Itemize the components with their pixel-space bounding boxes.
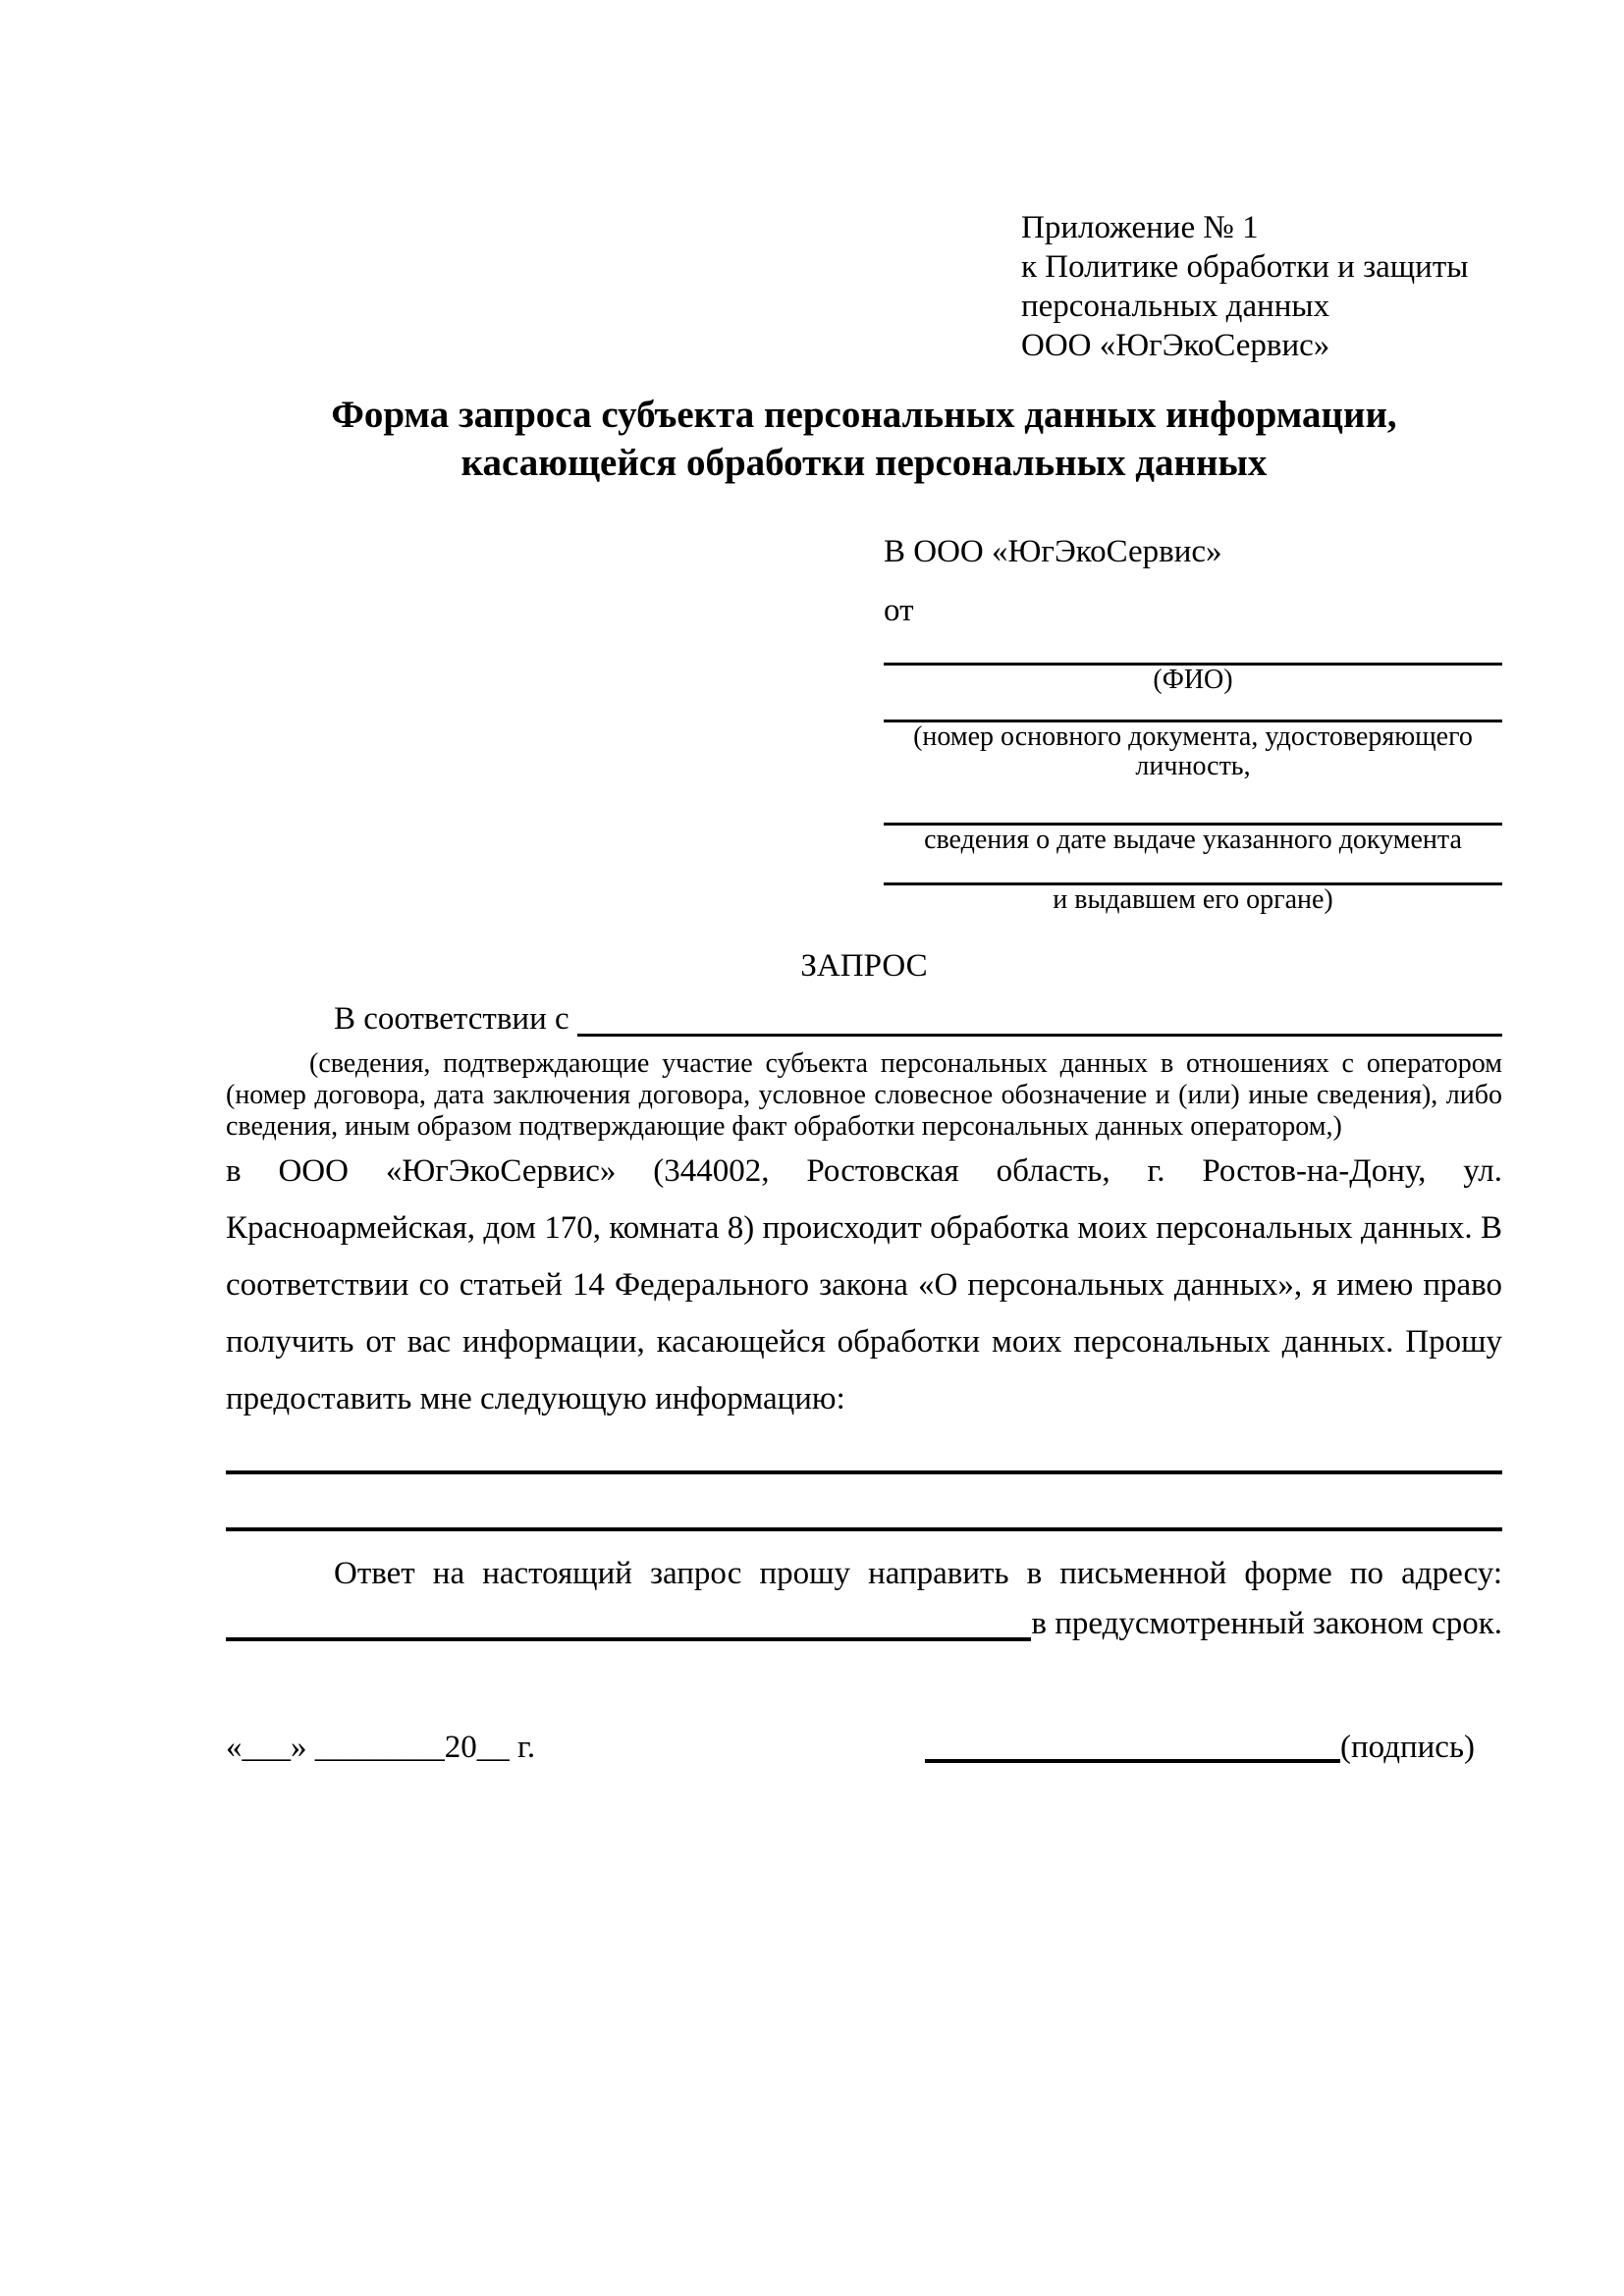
field-issuing-authority xyxy=(884,855,1502,915)
accordance-fill-line xyxy=(577,1034,1502,1037)
body-paragraph: в ООО «ЮгЭкоСервис» (344002, Ростовская область, г. Ростов-на-Дону, ул. Красноармейская, дом 170, комната 8) происходит обработка моих персональных данных. В соответствии со статьей 14 Федерального закона «О персональных данных», я имею право получить от вас информации, касающейся обработки моих персональных данных. Прошу предоставить мне следующую информацию: xyxy=(226,1153,1502,1416)
document-number-fill-line xyxy=(884,695,1502,722)
addressee-from-label: от xyxy=(884,593,914,628)
field-document-number xyxy=(884,695,1502,781)
appendix-block xyxy=(1021,208,1512,365)
issue-date-caption: сведения о дате выдаче указанного документа xyxy=(924,825,1462,855)
answer-term-text: в предусмотренный законом срок. xyxy=(1031,1606,1502,1641)
document-title xyxy=(226,391,1502,487)
fio-fill-line xyxy=(884,630,1502,666)
info-fill-line-2 xyxy=(226,1474,1502,1531)
field-issue-date xyxy=(884,781,1502,855)
fio-caption: (ФИО) xyxy=(1153,665,1233,695)
info-fill-line-1 xyxy=(226,1417,1502,1474)
appendix-line-company: ООО «ЮгЭкоСервис» xyxy=(1021,328,1330,363)
document-title-line1: Форма запроса субъекта персональных данных информации, xyxy=(331,394,1397,436)
answer-address-row xyxy=(226,1602,1502,1645)
document-title-line2: касающейся обработки персональных данных xyxy=(460,442,1268,484)
issue-date-fill-line xyxy=(884,781,1502,826)
accordance-lead-text: В соответствии с xyxy=(334,1001,569,1037)
addressee-block xyxy=(884,532,1502,915)
issuing-authority-caption: и выдавшем его органе) xyxy=(1053,884,1333,915)
document-number-caption: (номер основного документа, удостоверяющего личность, xyxy=(913,721,1473,781)
issuing-authority-fill-line xyxy=(884,855,1502,885)
accordance-row xyxy=(226,997,1502,1041)
signature-group xyxy=(925,1726,1475,1769)
addressee-company: В ООО «ЮгЭкоСервис» xyxy=(884,534,1222,569)
signature-fill-line xyxy=(925,1759,1340,1763)
accordance-note: (сведения, подтверждающие участие субъекта персональных данных в отношениях с оператором (номер договора, дата заключения договора, условное словесное обозначение и (или) иные сведения), либо сведения, иным образом подтверждающие факт обработки персональных данных оператором,) xyxy=(226,1048,1502,1142)
appendix-line-number: Приложение № 1 xyxy=(1021,210,1259,245)
info-fill-lines xyxy=(226,1417,1502,1531)
signature-caption: (подпись) xyxy=(1340,1730,1475,1765)
appendix-line-policy: к Политике обработки и защиты xyxy=(1021,249,1469,285)
request-heading: ЗАПРОС xyxy=(800,948,928,984)
answer-request-text: Ответ на настоящий запрос прошу направить в письменной форме по адресу: xyxy=(334,1556,1502,1591)
footer-row xyxy=(226,1726,1502,1769)
field-fio xyxy=(884,630,1502,695)
address-fill-line xyxy=(226,1637,1031,1641)
appendix-line-policy2: персональных данных xyxy=(1021,289,1330,324)
date-fill-text: «___» ________20__ г. xyxy=(226,1730,536,1765)
